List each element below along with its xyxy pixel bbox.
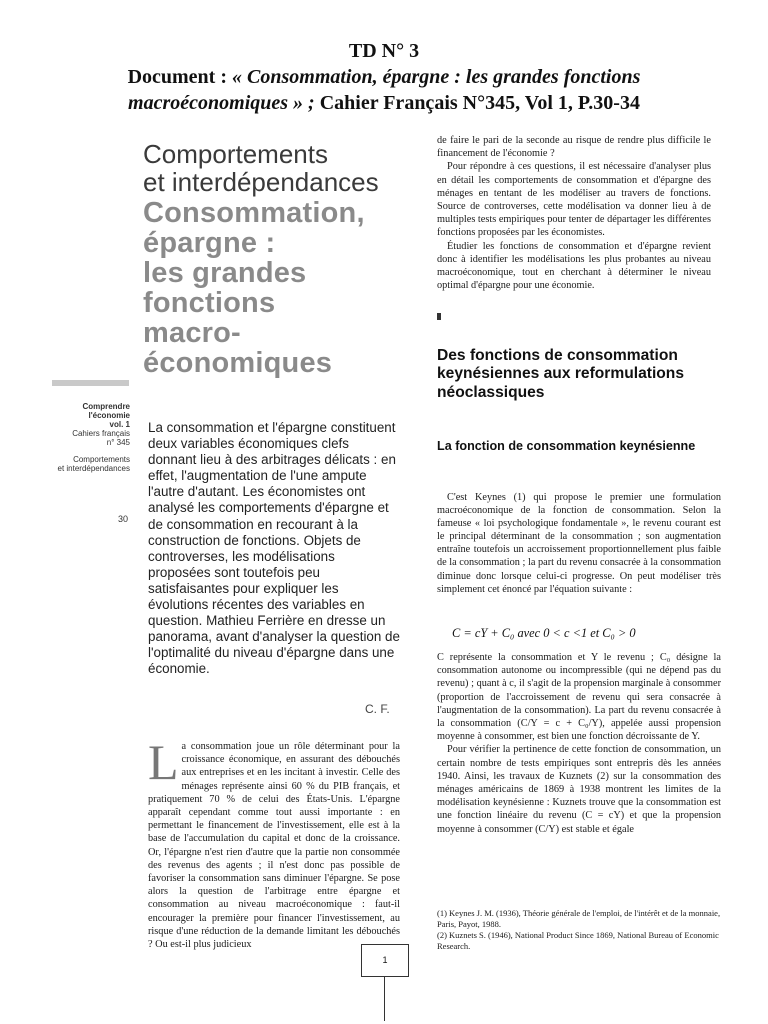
main-title-line-1: Consommation, bbox=[143, 197, 365, 229]
main-title-line-6: économiques bbox=[143, 347, 333, 379]
main-title-line-2: épargne : bbox=[143, 227, 276, 259]
sub-heading: La fonction de consommation keynésienne bbox=[437, 439, 696, 453]
sidebar-line-3: vol. 1 bbox=[109, 420, 130, 429]
main-title-line-5: macro- bbox=[143, 317, 241, 349]
article-page-number: 30 bbox=[118, 514, 129, 524]
page-number-line bbox=[384, 977, 385, 1021]
section-heading: Des fonctions de consommation keynésiennes aux reformulations néoclassiques bbox=[437, 347, 684, 401]
document-header bbox=[0, 38, 768, 116]
main-title-line-4: fonctions bbox=[143, 287, 276, 319]
body-column-right-bottom bbox=[437, 651, 721, 836]
sidebar-divider bbox=[52, 380, 129, 386]
document-prefix: Document : bbox=[127, 66, 233, 88]
body-column-right-top bbox=[437, 134, 711, 292]
body-column-left bbox=[148, 734, 400, 951]
body-left-text: a consommation joue un rôle déterminant pour la croissance économique, en assurant des débouchés aux entreprises et en les incitant à investir. Celle des ménages représente ainsi 60 % du PIB français, et pratiquement 70 % de celui des États-Unis. L'épargne apparaît cependant comme tout aussi importante : en permettant le financement de l'investissement, elle est à la base de l'accumulation du capital et donc de la croissance. Or, l'épargne n'est rien d'autre que la partie non consommée des revenus des agents ; il n'est donc pas possible de favoriser la consommation sans diminuer l'épargne. Se pose alors la question de l'arbitrage entre épargne et consommation au niveau macroéconomique : faut-il encourager la première pour financer l'investissement, au risque d'une réduction de la demande limitant les débouchés ? Ou est-il plus judicieux bbox=[148, 741, 400, 951]
sidebar-line-1: Comprendre bbox=[82, 402, 130, 411]
sidebar-line-5: n° 345 bbox=[106, 438, 130, 447]
document-reference-line-1 bbox=[0, 64, 768, 90]
footnote-2: (2) Kuznets S. (1946), National Product Since 1869, National Bureau of Economic Research. bbox=[437, 930, 719, 951]
kuznets-paragraph: Pour vérifier la pertinence de cette fonction de consommation, un certain nombre de tests empiriques sont entrepris dès les années 1940. Ainsi, les travaux de Kuznets (2) sur la consommation des ménages américains de 1869 à 1938 montrent les limites de la modélisation keynésienne : Kuznets trouve que la consommation est une fonction linéaire du revenu (C = cY) et que la propension moyenne à consommer (C/Y) est stable et égale bbox=[437, 744, 721, 835]
main-title-line-3: les grandes bbox=[143, 257, 307, 289]
sidebar-line-7: et interdépendances bbox=[57, 464, 130, 473]
section-title-line-1: Comportements bbox=[143, 139, 328, 169]
right-paragraph-3: Étudier les fonctions de consommation et d'épargne revient donc à identifier les modélisations les plus probantes au niveau macroéconomique, tout en cherchant à déterminer le niveau optimal d'épargne pour une économie. bbox=[437, 240, 711, 292]
footnotes bbox=[437, 908, 721, 952]
right-paragraph-2: Pour répondre à ces questions, il est nécessaire d'analyser plus en détail les comportements de consommation et d'épargne des ménages en tentant de les modéliser au travers de fonctions. Source de controverses, cette modélisation va donner lieu à de multiples tests empiriques pour tenter de départager les différentes fonctions proposées par les économistes. bbox=[437, 161, 711, 239]
document-reference-line-2 bbox=[0, 90, 768, 116]
sidebar-line-4: Cahiers français bbox=[72, 429, 130, 438]
source-reference: Cahier Français N°345, Vol 1, P.30-34 bbox=[314, 92, 640, 114]
sidebar-reference bbox=[40, 402, 130, 473]
article-introduction: La consommation et l'épargne constituent deux variables économiques clefs donnant lieu à des arbitrages délicats : en effet, l'augmentation de l'une ampute l'autre d'autant. Les économistes ont analysé les comportements d'épargne et de consommation en recourant à la construction de fonctions. Objets de controverses, les modélisations proposées sont toutefois peu satisfaisantes pour expliquer les évolutions récentes des variables en question. Mathieu Ferrière en dresse un panorama, avant d'analyser la question de l'optimalité du niveau d'épargne dans une économie. bbox=[148, 420, 400, 677]
drop-cap: L bbox=[148, 734, 179, 790]
equation-explanation: C représente la consommation et Y le revenu ; C₀ désigne la consommation autonome ou incompressible (qui ne dépend pas du revenu) ; quant à c, il s'agit de la propension marginale à consommer (proportion de l'accroissement de revenu qui sera consacrée à l'augmentation de la consommation). La part du revenu consacrée à la consommation (C/Y = c + C₀/Y), appelée aussi propension moyenne à consommer, est bien une fonction décroissante de Y. bbox=[437, 652, 721, 743]
sidebar-line-2: l'économie bbox=[88, 411, 130, 420]
td-title: TD N° 3 bbox=[348, 40, 420, 62]
page-number-box: 1 bbox=[361, 944, 409, 977]
section-title-line-2: et interdépendances bbox=[143, 167, 379, 197]
sidebar-line-6: Comportements bbox=[73, 455, 130, 464]
consumption-equation: C = cY + C₀ avec 0 < c <1 et C₀ > 0 bbox=[452, 626, 636, 640]
introduction-signature: C. F. bbox=[365, 702, 390, 716]
document-title-part-1: « Consommation, épargne : les grandes fonctions bbox=[232, 66, 641, 88]
right-paragraph-1: de faire le pari de la seconde au risque de rendre plus difficile le financement de l'économie ? bbox=[437, 135, 711, 160]
document-title-part-2: macroéconomiques » ; bbox=[128, 92, 315, 114]
end-of-section-marker bbox=[437, 313, 441, 320]
article-title-block bbox=[143, 140, 423, 378]
keynes-paragraph: C'est Keynes (1) qui propose le premier une formulation macroéconomique de la fonction de consommation. Selon la fameuse « loi psychologique fondamentale », le revenu courant est le principal déterminant de la consommation ; son augmentation entraîne toutefois un accroissement proportionnellement plus faible de la consommation ; la part du revenu consacrée à la consommation diminue donc lorsque celui-ci progresse. On peut modéliser très simplement cet énoncé par l'équation suivante : bbox=[437, 492, 721, 595]
footnote-1: (1) Keynes J. M. (1936), Théorie générale de l'emploi, de l'intérêt et de la monnaie, Paris, Payot, 1988. bbox=[437, 908, 721, 929]
